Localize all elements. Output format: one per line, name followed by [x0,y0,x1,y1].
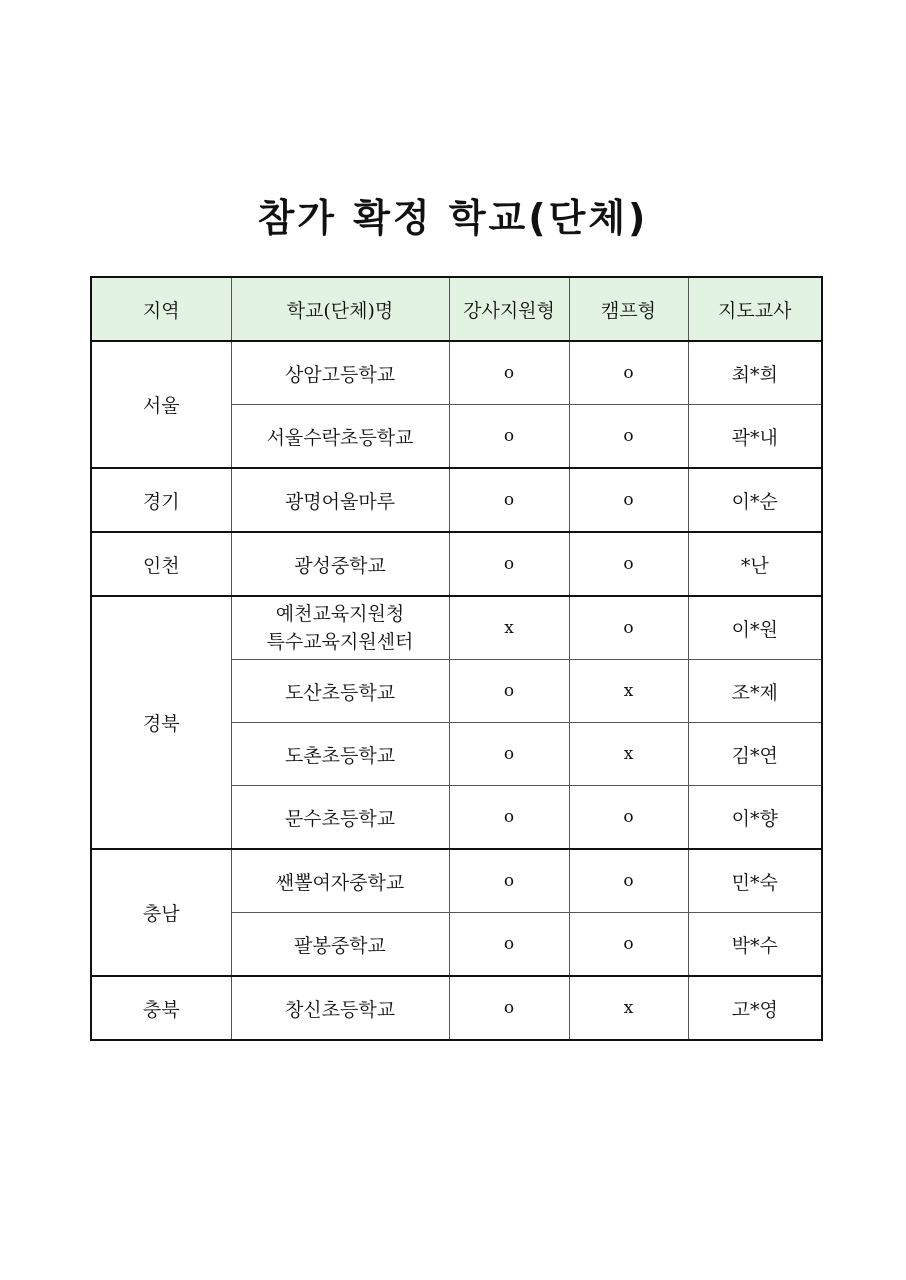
camp-cell: x [569,660,688,723]
region-cell: 서울 [91,341,231,468]
region-cell: 충남 [91,849,231,976]
instructor-support-cell: o [449,913,569,977]
camp-cell: o [569,341,688,405]
table-row [91,849,822,913]
region-cell: 인천 [91,532,231,596]
teacher-cell: 김*연 [688,723,822,786]
camp-cell: o [569,849,688,913]
camp-cell: o [569,596,688,660]
table-row [91,341,822,405]
school-cell: 광명어울마루 [231,468,449,532]
teacher-cell: 곽*내 [688,405,822,469]
camp-cell: o [569,913,688,977]
school-name-line: 특수교육지원센터 [266,631,414,653]
region-cell: 충북 [91,976,231,1040]
table-row [91,976,822,1040]
header-camp: 캠프형 [569,277,688,341]
instructor-support-cell: o [449,660,569,723]
table-header-row [91,277,822,341]
instructor-support-cell: x [449,596,569,660]
camp-cell: o [569,532,688,596]
instructor-support-cell: o [449,786,569,850]
participating-schools-table [90,276,823,1041]
school-cell: 광성중학교 [231,532,449,596]
header-teacher: 지도교사 [688,277,822,341]
header-region: 지역 [91,277,231,341]
teacher-cell: 박*수 [688,913,822,977]
school-cell: 도산초등학교 [231,660,449,723]
instructor-support-cell: o [449,341,569,405]
instructor-support-cell: o [449,532,569,596]
region-cell: 경기 [91,468,231,532]
instructor-support-cell: o [449,723,569,786]
school-cell: 쌘뽈여자중학교 [231,849,449,913]
header-school-name: 학교(단체)명 [231,277,449,341]
instructor-support-cell: o [449,849,569,913]
teacher-cell: 조*제 [688,660,822,723]
instructor-support-cell: o [449,976,569,1040]
camp-cell: o [569,786,688,850]
instructor-support-cell: o [449,468,569,532]
region-cell: 경북 [91,596,231,849]
school-cell: 상암고등학교 [231,341,449,405]
teacher-cell: 최*희 [688,341,822,405]
school-cell: 서울수락초등학교 [231,405,449,469]
teacher-cell: 이*순 [688,468,822,532]
school-cell: 창신초등학교 [231,976,449,1040]
table-row [91,532,822,596]
instructor-support-cell: o [449,405,569,469]
camp-cell: x [569,976,688,1040]
school-cell: 도촌초등학교 [231,723,449,786]
school-cell: 문수초등학교 [231,786,449,850]
page-title: 참가 확정 학교(단체) [257,196,649,240]
teacher-cell: 이*향 [688,786,822,850]
table-row [91,596,822,660]
camp-cell: o [569,405,688,469]
table-row [91,468,822,532]
header-instructor-support: 강사지원형 [449,277,569,341]
teacher-cell: 민*숙 [688,849,822,913]
camp-cell: o [569,468,688,532]
teacher-cell: *난 [688,532,822,596]
school-cell [231,596,449,660]
school-name-line: 예천교육지원청 [275,603,405,625]
school-cell: 팔봉중학교 [231,913,449,977]
teacher-cell: 고*영 [688,976,822,1040]
teacher-cell: 이*원 [688,596,822,660]
camp-cell: x [569,723,688,786]
